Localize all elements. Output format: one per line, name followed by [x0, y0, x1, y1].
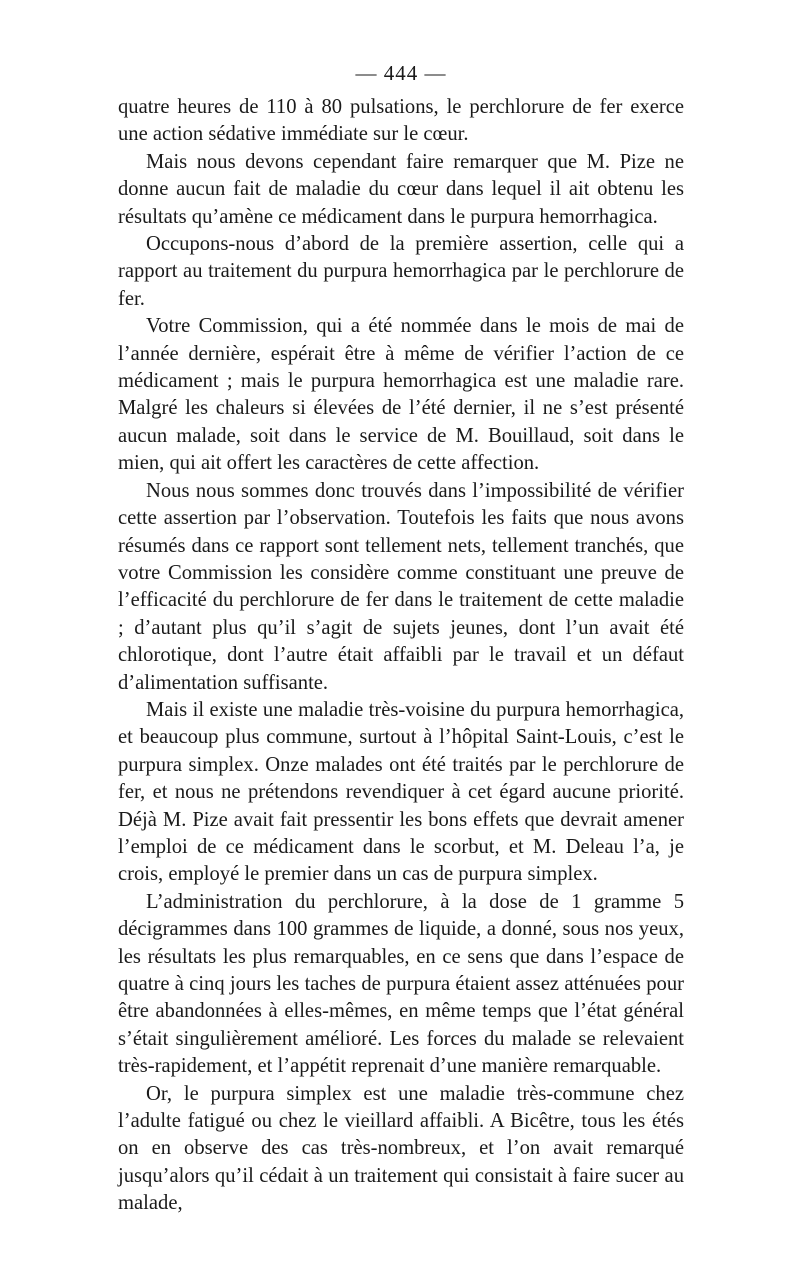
- paragraph-2: Mais nous devons cependant faire remarquer que M. Pize ne donne aucun fait de maladie du cœur dans lequel il ait obtenu les résultats qu’amène ce médicament dans le purpura hemorrhagica.: [118, 150, 684, 228]
- paragraph-3: Occupons-nous d’abord de la première assertion, celle qui a rapport au traitement du purpura hemorrhagica par le perchlorure de fer.: [118, 233, 684, 310]
- paragraph-4: Votre Commission, qui a été nommée dans le mois de mai de l’année dernière, espérait être à même de vérifier l’action de ce médicament ; mais le purpura hemorrhagica est une maladie rare. Malgré les chaleurs si élevées de l’été dernier, il ne s’est présenté aucun malade, soit dans le service de M. Bouillaud, soit dans le mien, qui ait offert les caractères de cette affection.: [118, 315, 684, 475]
- page-number: — 444 —: [355, 61, 447, 85]
- paragraph-5: Nous nous sommes donc trouvés dans l’impossibilité de vérifier cette assertion par l’observation. Toutefois les faits que nous avons résumés dans ce rapport sont tellement nets, tellement tranchés, que votre Commission les considère comme constituant une preuve de l’efficacité du perchlorure de fer dans le traitement de cette maladie ; d’autant plus qu’il s’agit de sujets jeunes, dont l’un avait été chlorotique, dont l’autre était affaibli par le travail et un défaut d’alimentation suffisante.: [118, 479, 684, 694]
- paragraph-6: Mais il existe une maladie très-voisine du purpura hemorrhagica, et beaucoup plus commune, surtout à l’hôpital Saint-Louis, c’est le purpura simplex. Onze malades ont été traités par le perchlorure de fer, et nous ne prétendons revendiquer à cet égard aucune priorité. Déjà M. Pize avait fait pressentir les bons effets que devrait amener l’emploi de ce médicament dans le scorbut, et M. Deleau l’a, je crois, employé le premier dans un cas de purpura simplex.: [118, 698, 684, 886]
- paragraph-1: quatre heures de 110 à 80 pulsations, le perchlorure de fer exerce une action sédative immédiate sur le cœur.: [118, 96, 684, 146]
- document-page: [118, 58, 684, 1218]
- paragraph-8: Or, le purpura simplex est une maladie très-commune chez l’adulte fatigué ou chez le vieillard affaibli. A Bicêtre, tous les étés on en observe des cas très-nombreux, et l’on avait remarqué jusqu’alors qu’il cédait à un traitement qui consistait à faire sucer au malade,: [118, 1082, 684, 1215]
- paragraph-7: L’administration du perchlorure, à la dose de 1 gramme 5 décigrammes dans 100 grammes de liquide, a donné, sous nos yeux, les résultats les plus remarquables, en ce sens que dans l’espace de quatre à cinq jours les taches de purpura étaient assez atténuées pour être abandonnées à elles-mêmes, en même temps que l’état général s’était singulièrement amélioré. Les forces du malade se relevaient très-rapidement, et l’appétit reprenait d’une manière remarquable.: [118, 890, 684, 1078]
